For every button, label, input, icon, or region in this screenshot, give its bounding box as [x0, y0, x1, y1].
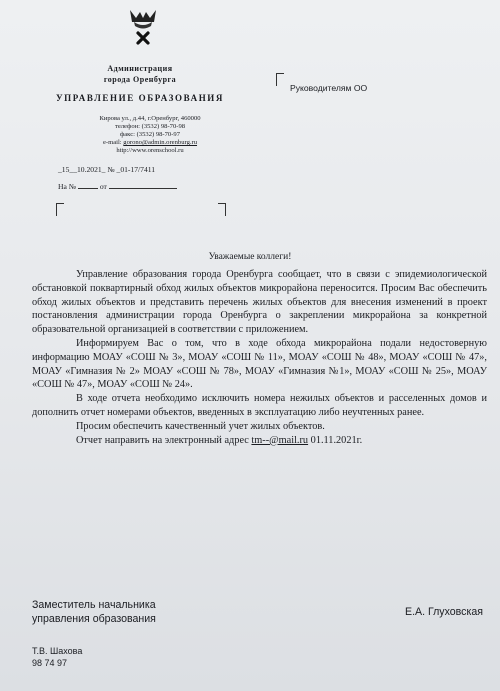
report-email-link[interactable]: tm--@mail.ru [251, 434, 309, 446]
paragraph-5-text: Отчет направить на электронный адрес [76, 434, 252, 446]
paragraph-3: В ходе отчета необходимо исключить номера нежилых объектов и расселенных домов и дополнить отчет номерами объектов, введенных в эксплуатацию либо неучтенных ранее. [32, 393, 487, 418]
paragraph-4: Просим обеспечить качественный учет жилых объектов. [76, 420, 325, 432]
corner-mark [276, 73, 284, 86]
position-line2: управления образования [32, 613, 156, 625]
recipient: Руководителям ОО [290, 83, 368, 93]
org-name-line1: Администрация [107, 64, 173, 73]
org-name-line2: города Оренбурга [103, 75, 177, 84]
corner-mark [56, 203, 64, 216]
signature-position [32, 598, 156, 626]
executor-phone: 98 74 97 [32, 657, 68, 668]
fax: факс: (3532) 98-70-97 [119, 131, 181, 138]
email-line [60, 139, 240, 147]
phone: телефон: (3532) 98-70-98 [114, 123, 186, 130]
paragraph-2: Информируем Вас о том, что в ходе обхода микрорайона подали недостоверную информацию МОАУ «СОШ № 3», МОАУ «СОШ № 11», МОАУ «СОШ № 48», МОАУ «СОШ № 47», МОАУ «Гимназия № 2» МОАУ «СОШ № 78», МОАУ «Гимназия №1», МОАУ «СОШ № 25», МОАУ «СОШ № 47», МОАУ «СОШ № 24». [32, 337, 487, 391]
registration-date: _15__10.2021_ [58, 165, 106, 174]
position-line1: Заместитель начальника [32, 599, 156, 611]
paragraph-5-date: 01.11.2021г. [308, 434, 363, 446]
letter-body [32, 268, 487, 447]
city-crest-icon [126, 6, 160, 46]
executor-name: Т.В. Шахова [32, 646, 83, 656]
greeting: Уважаемые коллеги! [208, 252, 292, 262]
registration-number: _01-17/7411 [116, 165, 156, 174]
address: Кирова ул., д.44, г.Оренбург, 460000 [99, 115, 201, 122]
paragraph-1: Управление образования города Оренбурга сообщает, что в связи с эпидемиологической обстановкой поквартирный обход жилых объектов микрорайона переносится. Просим Вас обеспечить обход жилых объектов и представить перечень жилых объектов для внесения изменений в проект постановления администрации города Оренбурга о закреплении микрорайона за конкретной образовательной организацией в соответствии с приложением. [32, 269, 487, 336]
website[interactable]: http://www.orenschool.ru [116, 147, 184, 154]
corner-mark [218, 203, 226, 216]
registration-no-label: № [107, 165, 115, 174]
reference-no-label: На № [58, 182, 76, 191]
reference-line [58, 182, 177, 191]
registration-line [58, 165, 155, 174]
email-link[interactable]: gorono@admin.orenburg.ru [123, 139, 198, 146]
signer-name: Е.А. Глуховская [405, 606, 483, 618]
paragraph-5 [32, 434, 487, 448]
executor [32, 646, 82, 669]
department-name: УПРАВЛЕНИЕ ОБРАЗОВАНИЯ [55, 93, 225, 103]
email-label: e-mail: [102, 139, 124, 146]
reference-from-label: от [99, 182, 107, 191]
